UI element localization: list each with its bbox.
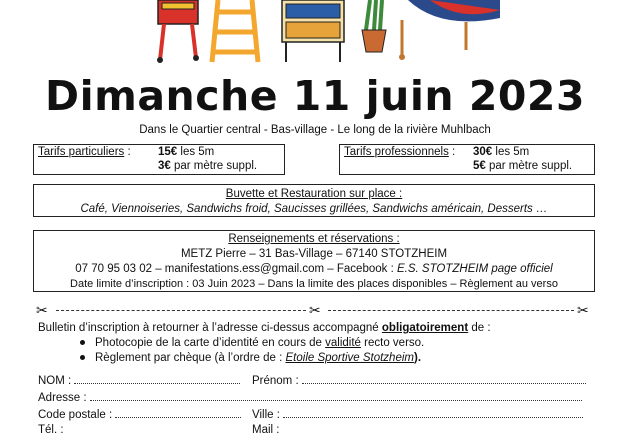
bullet2-end: ). — [413, 352, 422, 364]
renseignements-box — [33, 230, 595, 292]
field-prenom-label: Prénom : — [252, 375, 299, 387]
tarifs-particuliers-sep: : — [124, 146, 131, 158]
bullet-id-card — [80, 337, 424, 349]
field-adresse-label: Adresse : — [38, 392, 87, 404]
tarifs-professionnels-box — [339, 144, 595, 175]
tarifs-particuliers-text1: les 5m — [177, 146, 215, 158]
bullet1-end: recto verso. — [360, 337, 425, 349]
field-adresse-line[interactable] — [90, 391, 582, 401]
field-ville[interactable] — [252, 408, 583, 421]
ladder-icon — [212, 0, 258, 62]
tarifs-professionnels-label: Tarifs professionnels — [344, 146, 449, 158]
bullet2-italic: Etoile Sportive Stotzheim — [285, 352, 414, 364]
tarifs-professionnels-sep: : — [448, 146, 456, 158]
tarifs-particuliers-label: Tarifs particuliers — [38, 146, 125, 158]
field-prenom-line[interactable] — [302, 374, 586, 384]
scissors-right-icon: ✂ — [577, 302, 589, 318]
field-mail[interactable] — [252, 424, 279, 436]
contact-address: METZ Pierre – 31 Bas-Village – 67140 STOTZHEIM — [180, 248, 448, 260]
tarifs-particuliers-price1: 15€ — [158, 146, 178, 158]
tarifs-particuliers-text2: par mètre suppl. — [170, 160, 258, 172]
plant-icon — [362, 0, 386, 52]
bulletin-intro — [38, 322, 491, 334]
cut-line-left — [56, 310, 306, 311]
bulletin-intro-bold: obligatoirement — [381, 322, 469, 334]
field-nom-label: NOM : — [38, 375, 72, 387]
event-title: Dimanche 11 juin 2023 — [45, 72, 585, 120]
buvette-items: Café, Viennoiseries, Sandwichs froid, Saucisses grillées, Sandwichs américain, Desserts … — [80, 203, 548, 215]
contact-phone-email: 07 70 95 03 02 – manifestations.ess@gmail.com – Facebook : — [75, 263, 397, 275]
bulletin-intro-end: de : — [468, 322, 491, 334]
tarifs-professionnels-text2: par mètre suppl. — [485, 160, 573, 172]
field-tel[interactable] — [38, 424, 64, 436]
shelf-icon — [282, 0, 344, 62]
tarifs-professionnels-price2: 5€ — [473, 160, 486, 172]
cut-line-right — [328, 310, 574, 311]
flea-market-illustration — [0, 0, 630, 70]
bullet-dot-icon — [80, 355, 85, 360]
bullet1-start: Photocopie de la carte d’identité en cours de — [95, 337, 326, 349]
bullet1-underline: validité — [325, 337, 361, 349]
buvette-box — [33, 184, 595, 217]
facebook-page: E.S. STOTZHEIM page officiel — [396, 263, 553, 275]
field-ville-line[interactable] — [283, 408, 583, 418]
field-ville-label: Ville : — [252, 409, 280, 421]
event-location: Dans le Quartier central - Bas-village - Le long de la rivière Muhlbach — [139, 124, 491, 136]
buvette-heading: Buvette et Restauration sur place : — [225, 188, 403, 200]
tarifs-particuliers-box — [33, 144, 285, 175]
scissors-middle-icon: ✂ — [309, 302, 321, 318]
field-code-postal-line[interactable] — [115, 408, 241, 418]
bullet-payment — [80, 352, 421, 364]
red-chair-icon — [157, 0, 199, 63]
scissors-left-icon: ✂ — [36, 302, 48, 318]
field-mail-label: Mail : — [252, 424, 280, 436]
tarifs-professionnels-text1: les 5m — [492, 146, 530, 158]
field-nom[interactable] — [38, 374, 240, 387]
tarifs-particuliers-price2: 3€ — [158, 160, 171, 172]
bullet-dot-icon — [80, 340, 85, 345]
field-code-postal-label: Code postale : — [38, 409, 113, 421]
inscription-deadline: Date limite d’inscription : 03 Juin 2023 – Dans la limite des places disponibles – Règlement au verso — [70, 278, 558, 290]
field-code-postal[interactable] — [38, 408, 241, 421]
field-tel-label: Tél. : — [38, 424, 64, 436]
field-nom-line[interactable] — [74, 374, 240, 384]
field-prenom[interactable] — [252, 374, 586, 387]
tarifs-professionnels-price1: 30€ — [473, 146, 493, 158]
renseignements-heading: Renseignements et réservations : — [228, 233, 400, 245]
bullet2-start: Règlement par chèque (à l’ordre de : — [95, 352, 286, 364]
field-adresse[interactable] — [38, 391, 582, 404]
umbrella-icon — [399, 0, 500, 60]
bulletin-intro-start: Bulletin d’inscription à retourner à l’adresse ci-dessus accompagné — [38, 322, 382, 334]
